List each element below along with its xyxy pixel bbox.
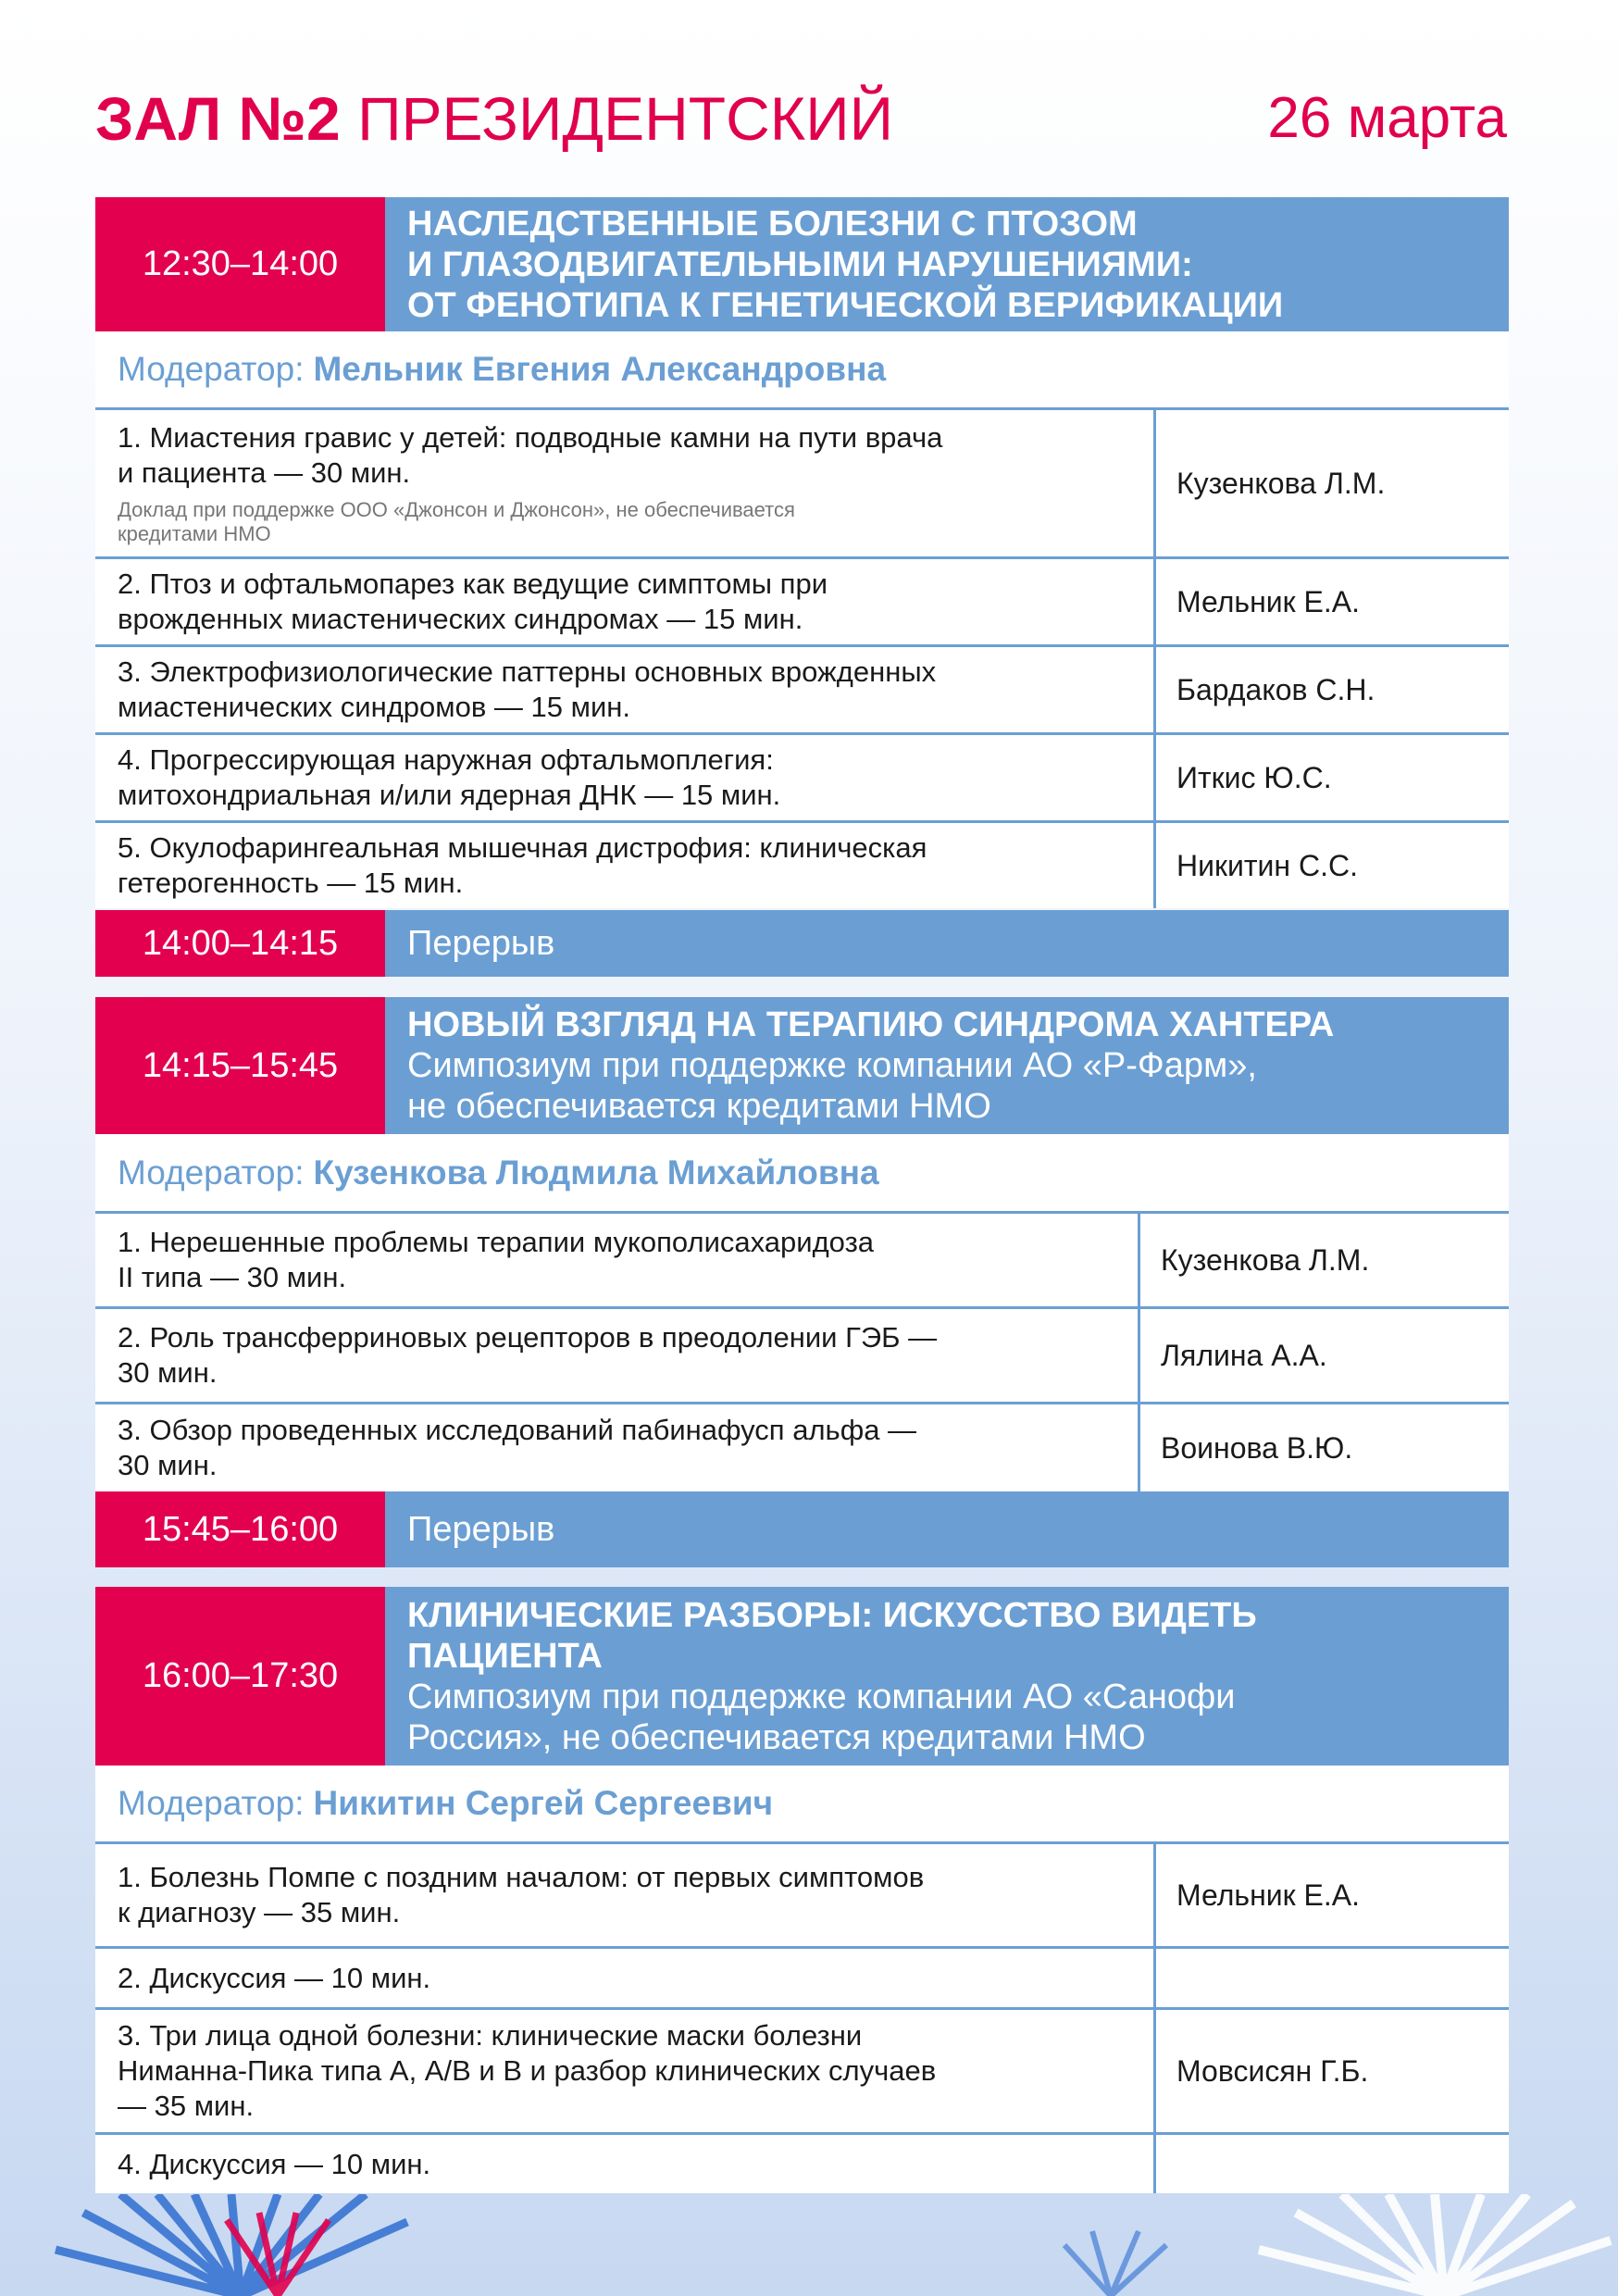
moderator-row	[95, 1134, 1509, 1211]
table-row	[95, 556, 1509, 644]
talk-speaker: Воинова В.Ю.	[1161, 1430, 1353, 1465]
table-row	[95, 1402, 1509, 1491]
table-row	[95, 2007, 1509, 2132]
table-row	[95, 1946, 1509, 2007]
decorative-burst	[0, 2194, 1618, 2296]
title-line: НОВЫЙ ВЗГЛЯД НА ТЕРАПИЮ СИНДРОМА ХАНТЕРА	[407, 1005, 1335, 1044]
talk-title: 3. Обзор проведенных исследований пабинафусп альфа — 30 мин.	[95, 1404, 1140, 1491]
session-header-1	[95, 197, 1509, 331]
table-row	[95, 1841, 1509, 1946]
break-label: Перерыв	[407, 1510, 555, 1549]
break-label: Перерыв	[407, 924, 555, 963]
event-date: 26 марта	[1267, 86, 1507, 150]
talks-table-3	[95, 1841, 1509, 2193]
talk-title: 2. Птоз и офтальмопарез как ведущие симптомы при врожденных миастенических синдромах — 15 мин.	[95, 559, 1156, 644]
table-row	[95, 1211, 1509, 1306]
moderator-name: Кузенкова Людмила Михайловна	[313, 1153, 879, 1192]
moderator-row	[95, 331, 1509, 407]
talk-note: Доклад при поддержке ООО «Джонсон и Джонсон», не обеспечивается кредитами НМО	[118, 498, 795, 545]
title-line: ОТ ФЕНОТИПА К ГЕНЕТИЧЕСКОЙ ВЕРИФИКАЦИИ	[407, 285, 1284, 325]
talk-speaker: Никитин С.С.	[1176, 848, 1358, 882]
talk-speaker: Лялина А.А.	[1161, 1338, 1327, 1372]
talk-speaker: Бардаков С.Н.	[1176, 672, 1375, 706]
title-line: НАСЛЕДСТВЕННЫЕ БОЛЕЗНИ С ПТОЗОМ	[407, 204, 1138, 243]
break-row-1	[95, 910, 1509, 977]
session-header-2	[95, 997, 1509, 1134]
title-line: КЛИНИЧЕСКИЕ РАЗБОРЫ: ИСКУССТВО ВИДЕТЬ	[407, 1595, 1257, 1635]
talks-table-2	[95, 1211, 1509, 1491]
session-title	[385, 1587, 1509, 1766]
session-header-3	[95, 1587, 1509, 1766]
talk-speaker: Иткис Ю.С.	[1176, 760, 1332, 794]
talks-table-1	[95, 407, 1509, 908]
session-title	[385, 197, 1509, 331]
moderator-label: Модератор:	[118, 350, 305, 388]
moderator-label: Модератор:	[118, 1784, 305, 1822]
table-row	[95, 644, 1509, 732]
break-time: 15:45–16:00	[95, 1491, 385, 1567]
talk-speaker: Кузенкова Л.М.	[1161, 1242, 1370, 1277]
break-box	[385, 1491, 1509, 1567]
moderator-row	[95, 1766, 1509, 1841]
subtitle-line: Россия», не обеспечивается кредитами НМО	[407, 1717, 1146, 1757]
talk-speaker: Мельник Е.А.	[1176, 1878, 1360, 1912]
break-row-2	[95, 1491, 1509, 1567]
talk-speaker	[1156, 1949, 1509, 2007]
talk-title: 4. Дискуссия — 10 мин.	[95, 2135, 1156, 2193]
table-row	[95, 1306, 1509, 1402]
subtitle-line: Симпозиум при поддержке компании АО «Р-Фарм»,	[407, 1046, 1257, 1085]
moderator-label: Модератор:	[118, 1153, 305, 1192]
talk-speaker: Мовсисян Г.Б.	[1176, 2053, 1369, 2088]
session-time: 12:30–14:00	[95, 197, 385, 331]
talk-speaker: Мельник Е.А.	[1176, 584, 1360, 618]
talk-speaker: Кузенкова Л.М.	[1176, 466, 1386, 500]
talk-title: 5. Окулофарингеальная мышечная дистрофия: клиническая гетерогенность — 15 мин.	[95, 823, 1156, 908]
title-line: ПАЦИЕНТА	[407, 1636, 603, 1676]
talk-title: 2. Роль трансферриновых рецепторов в преодолении ГЭБ — 30 мин.	[95, 1309, 1140, 1402]
talk-title: 4. Прогрессирующая наружная офтальмоплегия: митохондриальная и/или ядерная ДНК — 15 мин.	[95, 735, 1156, 820]
table-row	[95, 732, 1509, 820]
title-line: И ГЛАЗОДВИГАТЕЛЬНЫМИ НАРУШЕНИЯМИ:	[407, 244, 1193, 284]
session-title	[385, 997, 1509, 1134]
table-row	[95, 820, 1509, 908]
moderator-name: Никитин Сергей Сергеевич	[313, 1784, 774, 1822]
talk-title: 3. Три лица одной болезни: клинические маски болезни Ниманна-Пика типа А, А/В и В и разбор клинических случаев — 35 мин.	[95, 2010, 1156, 2132]
talk-title: 1. Болезнь Помпе с поздним началом: от первых симптомов к диагнозу — 35 мин.	[95, 1844, 1156, 1946]
table-row	[95, 2132, 1509, 2193]
talk-title: 3. Электрофизиологические паттерны основных врожденных миастенических синдромов — 15 мин.	[95, 647, 1156, 732]
subtitle-line: не обеспечивается кредитами НМО	[407, 1087, 991, 1126]
break-time: 14:00–14:15	[95, 910, 385, 977]
session-time: 14:15–15:45	[95, 997, 385, 1134]
talk-title: 1. Миастения гравис у детей: подводные камни на пути врача и пациента — 30 мин. Доклад при поддержке ООО «Джонсон и Джонсон», не обеспечивается кредитами НМО	[95, 410, 1156, 556]
subtitle-line: Симпозиум при поддержке компании АО «Санофи	[407, 1677, 1236, 1716]
table-row	[95, 407, 1509, 556]
moderator-name: Мельник Евгения Александровна	[313, 350, 887, 388]
talk-title: 2. Дискуссия — 10 мин.	[95, 1949, 1156, 2007]
session-time: 16:00–17:30	[95, 1587, 385, 1766]
talk-title: 1. Нерешенные проблемы терапии мукополисахаридоза II типа — 30 мин.	[95, 1214, 1140, 1306]
hall-title: ЗАЛ №2 ПРЕЗИДЕНТСКИЙ	[95, 84, 894, 153]
talk-speaker	[1156, 2135, 1509, 2193]
break-box	[385, 910, 1509, 977]
page-header	[95, 81, 1507, 156]
